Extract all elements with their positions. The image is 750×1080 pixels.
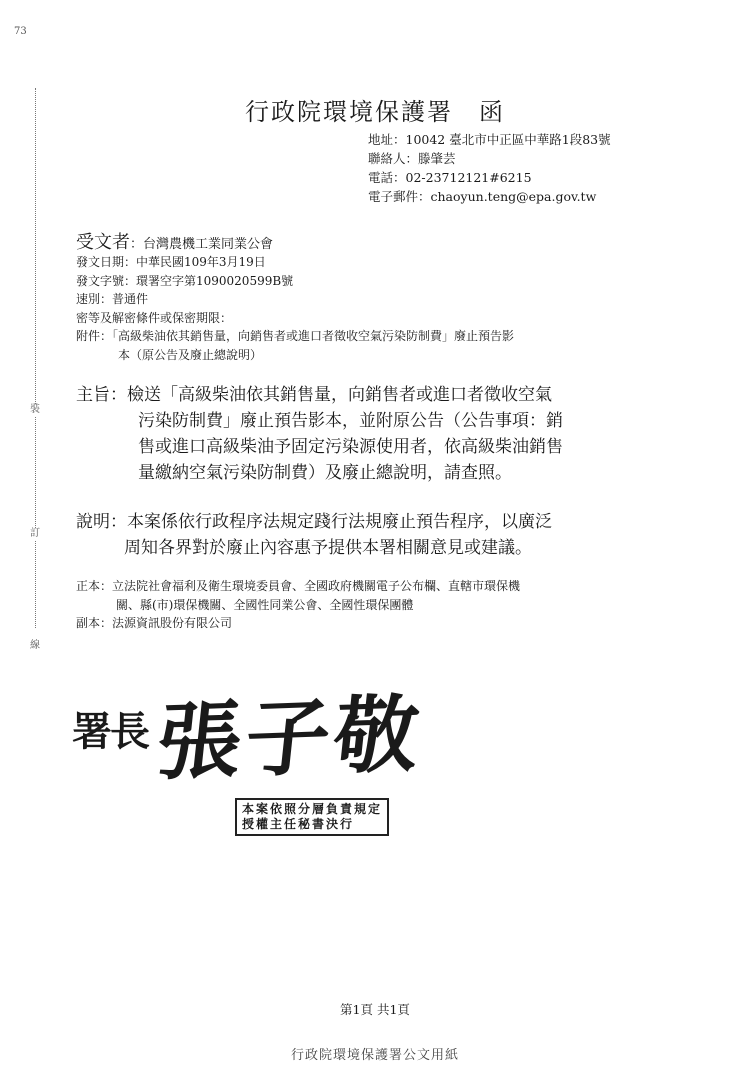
recipient-label: 受文者 xyxy=(76,232,130,253)
attachment-line-2: 本（原公告及廢止總說明） xyxy=(118,347,263,362)
subject-section xyxy=(76,382,676,486)
copy-recipients: 副本：法源資訊股份有限公司 xyxy=(76,616,233,630)
recipient-value: ：台灣農機工業同業公會 xyxy=(130,237,274,252)
page-count: 第1頁 共1頁 xyxy=(340,1002,410,1017)
main-recipients-line-1: 正本：立法院社會福利及衛生環境委員會、全國政府機關電子公布欄、直轄市環保機 xyxy=(76,579,521,593)
binding-line xyxy=(35,88,36,628)
stamp-line-1: 本案依照分層負責規定 xyxy=(242,802,383,816)
subject-line-2: 污染防制費」廢止預告影本，並附原公告（公告事項：銷 xyxy=(138,411,563,431)
explanation-section xyxy=(76,509,676,561)
distribution-section xyxy=(76,577,676,633)
subject-line-1: 主旨：檢送「高級柴油依其銷售量，向銷售者或進口者徵收空氣 xyxy=(76,385,552,405)
issuing-agency: 行政院環境保護署 xyxy=(245,98,453,126)
stamp-line-2: 授權主任秘書決行 xyxy=(242,817,355,831)
delivery-speed: 速別：普通件 xyxy=(76,292,149,307)
document-title xyxy=(0,92,750,127)
letterhead-footer: 行政院環境保護署公文用紙 xyxy=(290,1048,459,1063)
main-recipients-line-2: 關、縣(市)環保機關、全國性同業公會、全國性環保團體 xyxy=(116,597,414,612)
attachment-line-1: 附件：「高級柴油依其銷售量，向銷售者或進口者徵收空氣污染防制費」廢止預告影 xyxy=(76,329,515,344)
subject-line-4: 量繳納空氣污染防制費）及廢止總說明，請查照。 xyxy=(138,463,512,483)
explanation-line-2: 周知各界對於廢止內容惠予提供本署相關意見或建議。 xyxy=(124,538,532,558)
binding-mark-xian: 線 xyxy=(30,640,40,651)
signature-title: 署長 xyxy=(72,708,148,755)
subject-line-3: 售或進口高級柴油予固定污染源使用者，依高級柴油銷售 xyxy=(138,437,563,457)
contact-person: 聯絡人：滕肇芸 xyxy=(368,151,456,166)
issue-date: 發文日期：中華民國109年3月19日 xyxy=(76,255,266,269)
document-meta xyxy=(76,253,666,365)
secrecy-level: 密等及解密條件或保密期限： xyxy=(76,310,233,325)
contact-address: 地址：10042 臺北市中正區中華路1段83號 xyxy=(368,132,611,147)
document-number: 發文字號：環署空字第1090020599B號 xyxy=(76,273,294,288)
binding-mark-zhuang: 裝 xyxy=(30,404,40,415)
contact-email: 電子郵件：chaoyun.teng@epa.gov.tw xyxy=(368,189,597,204)
contact-block xyxy=(368,130,611,206)
recipient xyxy=(76,228,273,254)
document-type: 函 xyxy=(479,98,505,126)
explanation-line-1: 說明：本案係依行政程序法規定踐行法規廢止預告程序，以廣泛 xyxy=(76,512,552,532)
delegation-stamp xyxy=(235,798,389,836)
signature-name: 張子敬 xyxy=(152,683,428,792)
binding-mark-ding: 訂 xyxy=(30,528,40,539)
scan-page-number: 73 xyxy=(14,26,27,37)
contact-phone: 電話：02-23712121#6215 xyxy=(368,170,532,185)
